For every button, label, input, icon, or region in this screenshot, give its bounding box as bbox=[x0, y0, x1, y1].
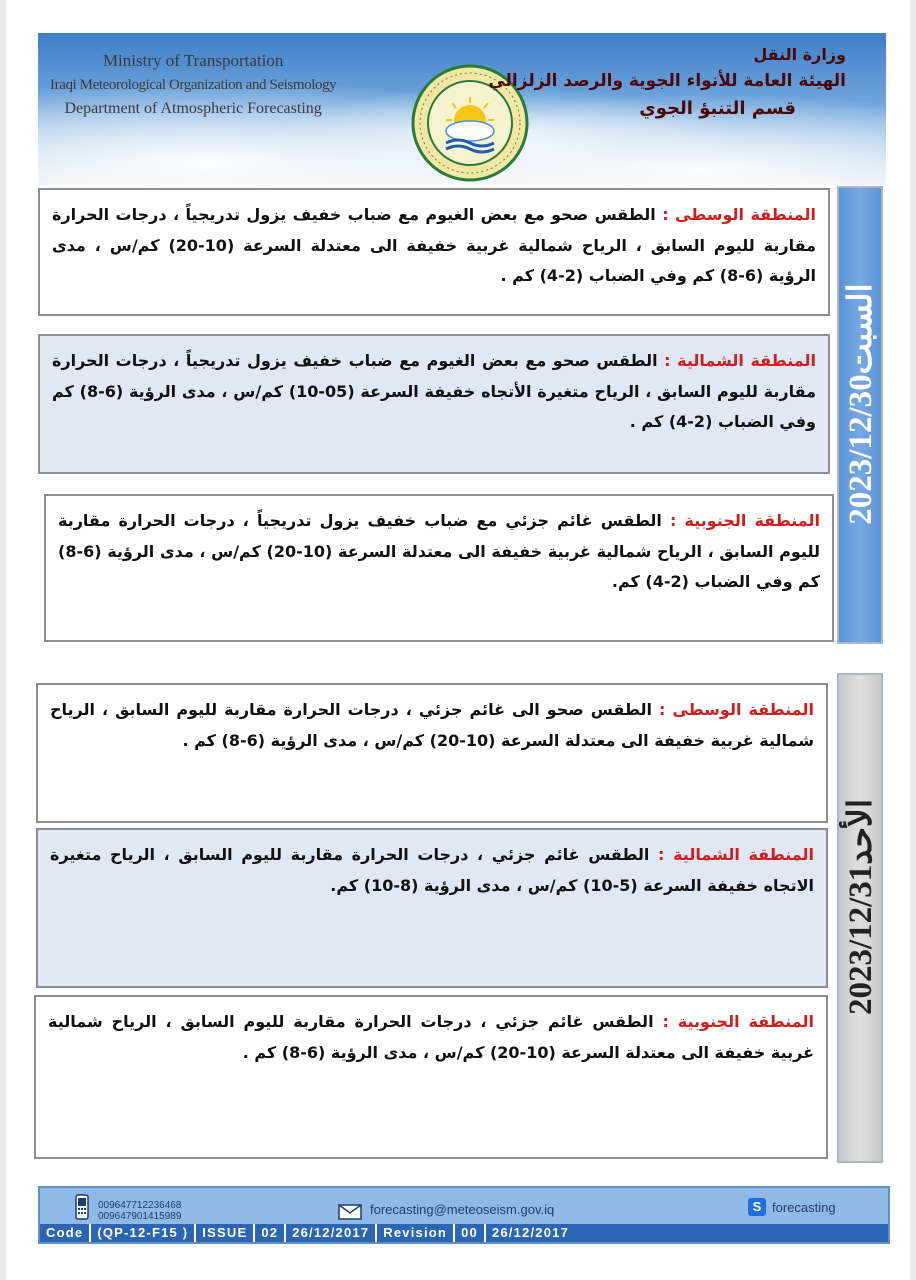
forecast-box-day2-central: المنطقة الوسطى : الطقس صحو الى غائم جزئي ، درجات الحرارة مقاربة لليوم السابق ، الرياح شمالية غربية خفيفة الى معتدلة السرعة (10-20) كم/س ، مدى الرؤية (6-8) كم . bbox=[36, 683, 828, 823]
header-banner bbox=[38, 33, 886, 185]
date-value-day2: 2023/12/31 bbox=[843, 864, 879, 1016]
date-label-day2 bbox=[840, 799, 880, 1037]
department-name-en: Department of Atmospheric Forecasting bbox=[64, 100, 322, 117]
date-value-day1: 2023/12/30 bbox=[843, 374, 879, 525]
day-name-day1: السبت bbox=[843, 283, 879, 375]
forecast-box-day1-north: المنطقة الشمالية : الطقس صحو مع بعض الغيوم مع ضباب خفيف يزول تدريجياً ، درجات الحرارة مقاربة لليوم السابق ، الرياح متغيرة الأتجاه خفيفة السرعة (05-10) كم/س ، مدى الرؤية (6-8) كم وفي الضباب (2-4) كم . bbox=[38, 334, 830, 474]
revision-date: 26/12/2017 bbox=[491, 1225, 570, 1240]
date-bar-day2 bbox=[837, 673, 883, 1163]
forecast-box-day2-north: المنطقة الشمالية : الطقس غائم جزئي ، درجات الحرارة مقاربة لليوم السابق ، الرياح متغيرة الاتجاه خفيفة السرعة (5-10) كم/س ، مدى الرؤية (8-10) كم. bbox=[36, 828, 828, 988]
ministry-name-ar: وزارة النقل bbox=[753, 45, 846, 64]
skype-icon: S bbox=[748, 1198, 766, 1216]
phone-number-1: 009647712236468 bbox=[98, 1200, 182, 1211]
date-label-day1 bbox=[840, 283, 880, 546]
revision-label: Revision bbox=[377, 1224, 455, 1242]
region-forecast-text: الطقس غائم جزئي ، درجات الحرارة مقاربة لليوم السابق ، الرياح متغيرة الاتجاه خفيفة السرعة (5-10) كم/س ، مدى الرؤية (8-10) كم. bbox=[50, 845, 814, 895]
region-name: المنطقة الوسطى bbox=[672, 700, 815, 719]
issue-date: 26/12/2017 bbox=[286, 1224, 377, 1242]
english-header bbox=[50, 49, 336, 121]
arabic-header bbox=[488, 41, 846, 122]
region-forecast-text: الطقس صحو مع بعض الغيوم مع ضباب خفيف يزول تدريجياً ، درجات الحرارة مقاربة لليوم السابق ، الرياح متغيرة الأتجاه خفيفة السرعة (05-10) كم/س ، مدى الرؤية (6-8) كم وفي الضباب (2-4) كم . bbox=[52, 351, 817, 431]
organization-name-en: Iraqi Meteorological Organization and Seismology bbox=[50, 77, 337, 93]
region-forecast-text: الطقس غائم جزئي ، درجات الحرارة مقاربة لليوم السابق ، الرياح شمالية غربية خفيفة الى معتدلة السرعة (10-20) كم/س ، مدى الرؤية (6-8) كم . bbox=[48, 1012, 814, 1062]
region-name: المنطقة الشمالية bbox=[677, 351, 817, 370]
email-icon bbox=[338, 1204, 362, 1220]
document-code-row bbox=[40, 1224, 888, 1242]
forecast-box-day1-central: المنطقة الوسطى : الطقس صحو مع بعض الغيوم مع ضباب خفيف يزول تدريجياً ، درجات الحرارة مقاربة لليوم السابق ، الرياح شمالية غربية خفيفة الى معتدلة السرعة (10-20) كم/س ، مدى الرؤية (6-8) كم وفي الضباب (2-4) كم . bbox=[38, 188, 830, 316]
forecast-box-day2-south: المنطقة الجنوبية : الطقس غائم جزئي ، درجات الحرارة مقاربة لليوم السابق ، الرياح شمالية غربية خفيفة الى معتدلة السرعة (10-20) كم/س ، مدى الرؤية (6-8) كم . bbox=[34, 995, 828, 1159]
day-name-day2: الأحد bbox=[843, 798, 879, 865]
region-name: المنطقة الشمالية bbox=[673, 845, 815, 864]
region-name: المنطقة الجنوبية bbox=[677, 1012, 815, 1031]
phone-numbers bbox=[98, 1200, 181, 1222]
phone-number-2: 009647901415989 bbox=[98, 1211, 182, 1222]
revision-number: 00 bbox=[455, 1224, 486, 1242]
forecast-box-day1-south: المنطقة الجنوبية : الطقس غائم جزئي مع ضباب خفيف يزول تدريجياً ، درجات الحرارة مقاربة لليوم السابق ، الرياح شمالية غربية خفيفة الى معتدلة السرعة (10-20) كم/س ، مدى الرؤية (6-8) كم وفي الضباب (2-4) كم. bbox=[44, 494, 834, 642]
issue-number: 02 bbox=[255, 1224, 286, 1242]
footer-bar bbox=[38, 1186, 890, 1244]
code-label: Code bbox=[40, 1224, 91, 1242]
email-address[interactable]: forecasting@meteoseism.gov.iq bbox=[370, 1202, 555, 1217]
region-forecast-text: الطقس غائم جزئي مع ضباب خفيف يزول تدريجياً ، درجات الحرارة مقاربة لليوم السابق ، الرياح شمالية غربية خفيفة الى معتدلة السرعة (10-20) كم/س ، مدى الرؤية (6-8) كم وفي الضباب (2-4) كم. bbox=[58, 511, 820, 591]
date-bar-day1 bbox=[837, 186, 883, 644]
region-forecast-text: الطقس صحو الى غائم جزئي ، درجات الحرارة مقاربة لليوم السابق ، الرياح شمالية غربية خفيفة الى معتدلة السرعة (10-20) كم/س ، مدى الرؤية (6-8) كم . bbox=[50, 700, 814, 750]
region-name: المنطقة الوسطى bbox=[675, 205, 816, 224]
ministry-name-en: Ministry of Transportation bbox=[102, 51, 284, 70]
issue-label: ISSUE bbox=[196, 1224, 255, 1242]
organization-name-ar: الهيئة العامة للأنواء الجوية والرصد الزلزالي bbox=[488, 71, 846, 91]
department-name-ar: قسم التنبؤ الجوي bbox=[639, 98, 796, 119]
skype-handle[interactable]: forecasting bbox=[772, 1200, 836, 1215]
phone-icon bbox=[74, 1194, 90, 1220]
code-value: (QP-12-F15 ) bbox=[91, 1224, 196, 1242]
region-forecast-text: الطقس صحو مع بعض الغيوم مع ضباب خفيف يزول تدريجياً ، درجات الحرارة مقاربة لليوم السابق ، الرياح شمالية غربية خفيفة الى معتدلة السرعة (10-20) كم/س ، مدى الرؤية (6-8) كم وفي الضباب (2-4) كم . bbox=[52, 205, 817, 285]
region-name: المنطقة الجنوبية bbox=[684, 511, 820, 530]
